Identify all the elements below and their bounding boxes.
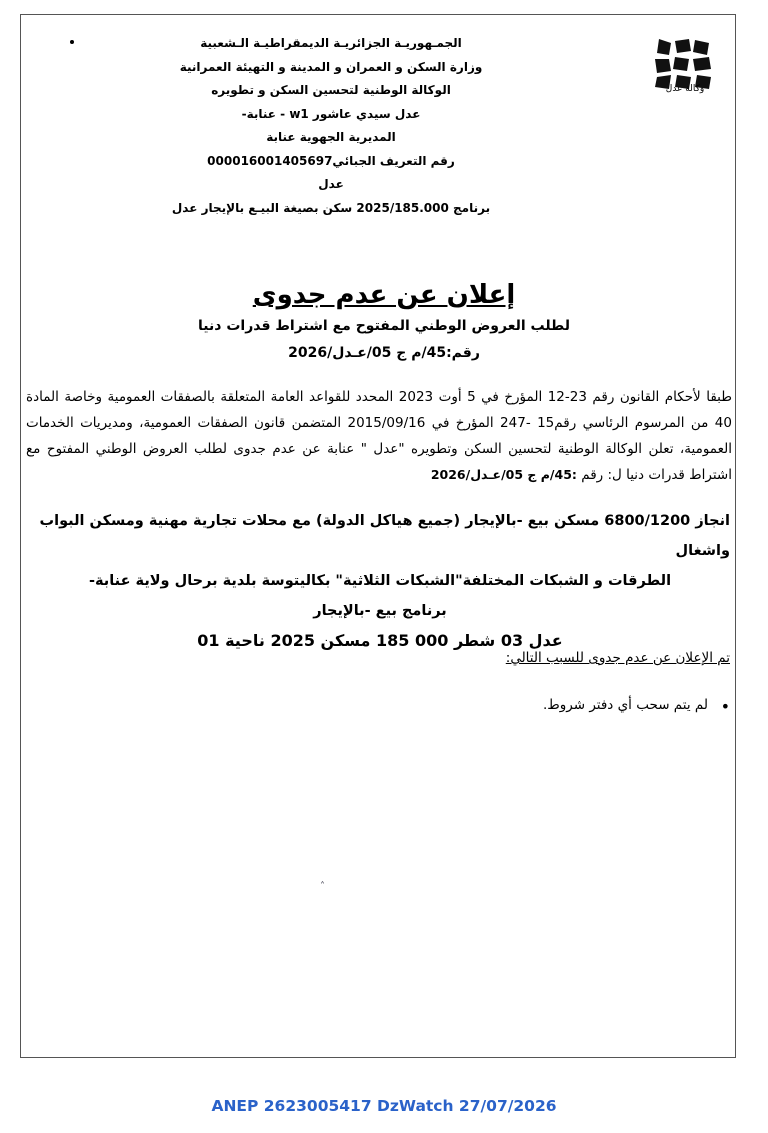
- paragraph-reference: :45/م ج 05/عـدل/2026: [430, 467, 577, 482]
- reason-heading: تم الإعلان عن عدم جدوى للسبب التالي:: [505, 650, 730, 666]
- paragraph-text: طبقا لأحكام القانون رقم 23-12 المؤرخ في 5 أوت 2023 المحدد للقواعد العامة المتعلقة بالصفقات العمومية وخاصة المادة 40 من المرسوم الرئاسي رقم15 -247 المؤرخ في 2015/09/16 المتضمن قانون الصفقات العمومية، ومديريات الخدمات العمومية، تعلن الوكالة الوطنية لتحسين السكن وتطويره "عدل " عنابة عن عدم جدوى لطلب العروض الوطني المفتوح مع اشتراط قدرات دنيا ل: رقم: [26, 389, 732, 483]
- header-line: عدل: [318, 177, 344, 191]
- header-line: المديرية الجهوية عنابة: [266, 130, 396, 144]
- header-line: عدل سيدي عاشور w1 - عنابة-: [241, 106, 421, 121]
- header-line: الجمـهوريـة الجزائريـة الديمقراطيـة الـشعبية: [200, 36, 462, 50]
- header-line: رقم التعريف الجبائي000016001405697: [207, 153, 455, 168]
- announcement-subtitle: لطلب العروض الوطني المفتوح مع اشتراط قدرات دنيا: [198, 318, 570, 334]
- legal-paragraph: [26, 384, 732, 488]
- project-line: برنامج بيع -بالإيجار: [313, 603, 447, 619]
- header-line: الوكالة الوطنية لتحسين السكن و تطويره: [211, 83, 451, 97]
- scan-speck: [70, 40, 74, 44]
- project-line: الطرقات و الشبكات المختلفة"الشبكات الثلاثية" بكاليتوسة بلدية برحال ولاية عنابة-: [88, 573, 672, 589]
- announcement-reference: رقم:45/م ج 05/عـدل/2026: [288, 345, 480, 361]
- header-line: برنامج 2025/185.000 سكن بصيغة البيـع بالإيجار عدل: [171, 200, 491, 215]
- logo-caption: وكالة عدل: [665, 84, 705, 94]
- project-description: [30, 506, 730, 656]
- reason-item: لم يتم سحب أي دفتر شروط. •: [543, 697, 708, 713]
- header-line: وزارة السكن و العمران و المدينة و التهيئة العمرانية: [179, 59, 483, 74]
- footer-reference: ANEP 2623005417 DzWatch 27/07/2026: [211, 1097, 557, 1115]
- institution-header: [166, 32, 496, 220]
- project-line: عدل 03 شطر 000 185 مسكن 2025 ناحية 01: [197, 631, 563, 650]
- project-line: انجاز 6800/1200 مسكن بيع -بالإيجار (جميع هياكل الدولة) مع محلات تجارية مهنية ومسكن البواب واشغال: [39, 513, 730, 559]
- announcement-title: إعلان عن عدم جدوى: [252, 280, 516, 310]
- scan-mark: ˄: [320, 881, 325, 892]
